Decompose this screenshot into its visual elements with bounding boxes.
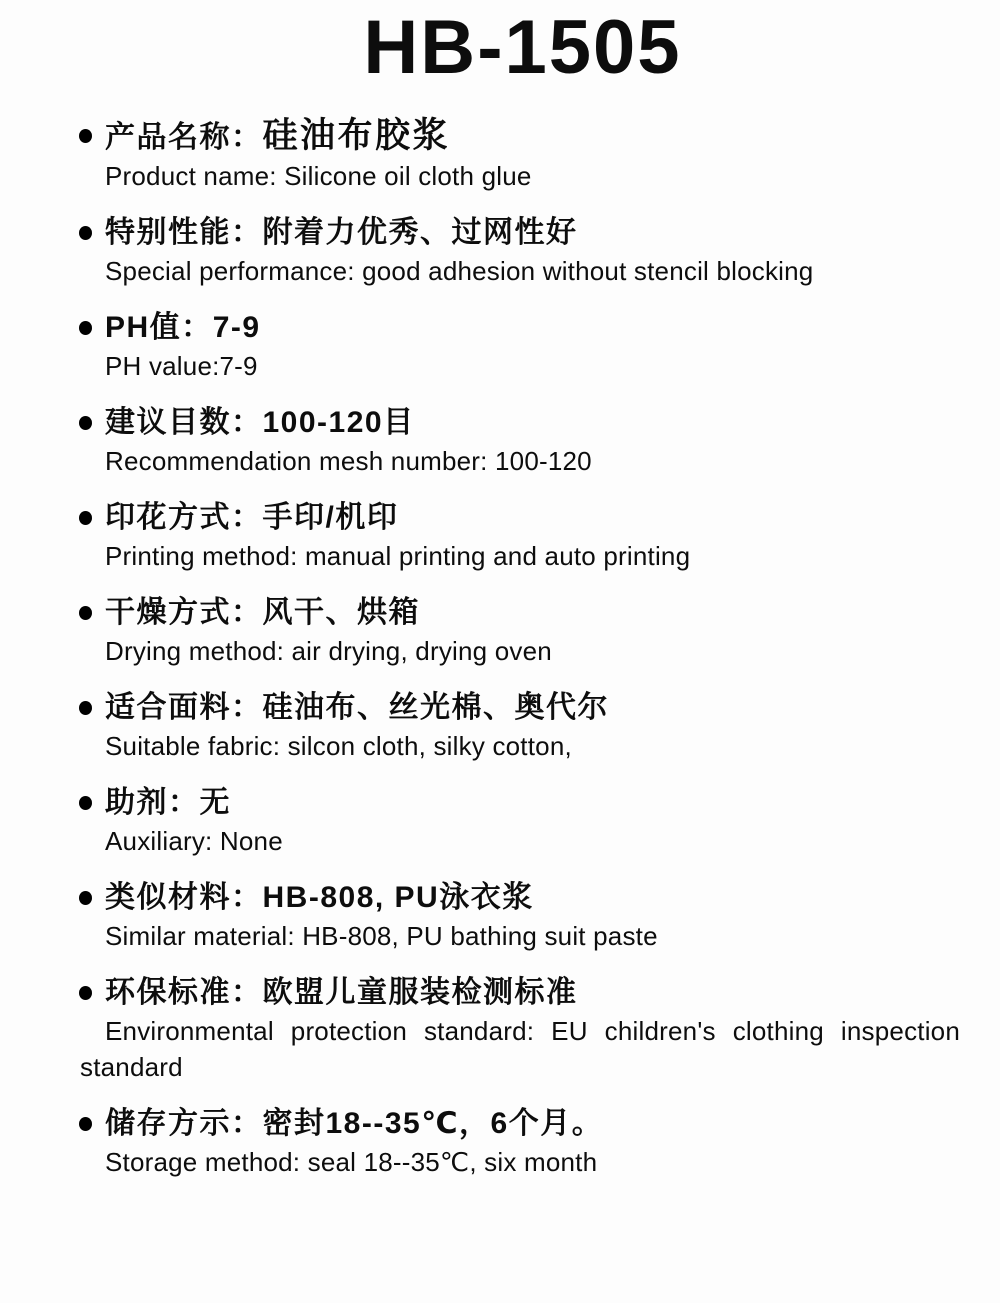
spec-item (0, 116, 1000, 194)
spec-item (0, 213, 1000, 289)
spec-label-zh: 类似材料： (105, 881, 263, 914)
bullet-icon (79, 511, 92, 525)
spec-line-english: Suitable fabric: silcon cloth, silky cotton, (105, 731, 572, 761)
spec-line-english: Similar material: HB-808, PU bathing suit paste (105, 921, 658, 951)
spec-line-chinese (105, 593, 960, 633)
spec-value-zh: 硅油布胶浆 (262, 116, 451, 155)
spec-item (0, 1104, 1000, 1180)
spec-line-english: Special performance: good adhesion without stencil blocking (105, 256, 814, 286)
spec-line-chinese (105, 688, 960, 728)
spec-item (0, 403, 1000, 479)
spec-line-english: Environmental protection standard: EU children's clothing inspection standard (80, 1016, 960, 1082)
spec-item (0, 688, 1000, 764)
spec-item (0, 783, 1000, 859)
spec-item (0, 973, 1000, 1085)
spec-list (0, 116, 1000, 1180)
bullet-icon (79, 1117, 92, 1131)
spec-label-zh: 建议目数： (105, 406, 263, 439)
bullet-icon (79, 701, 92, 715)
spec-line-chinese (105, 973, 960, 1013)
bullet-icon (79, 416, 92, 430)
spec-line-english: Auxiliary: None (105, 826, 283, 856)
spec-line-chinese (105, 308, 960, 348)
spec-label-zh: 储存方示： (105, 1107, 263, 1140)
spec-line-english: Recommendation mesh number: 100-120 (105, 446, 592, 476)
spec-line-chinese (105, 1104, 960, 1144)
spec-line-chinese (105, 783, 960, 823)
spec-line-chinese (105, 403, 960, 443)
spec-line-chinese (105, 213, 960, 253)
spec-value-zh: 密封18--35℃，6个月。 (262, 1107, 604, 1140)
bullet-icon (79, 226, 92, 240)
spec-label-zh: 印花方式： (105, 501, 263, 534)
spec-value-zh: 100-120目 (262, 406, 415, 439)
spec-value-zh: 无 (199, 786, 231, 819)
spec-value-zh: 硅油布、丝光棉、奥代尔 (262, 691, 609, 724)
spec-label-zh: 特别性能： (105, 216, 263, 249)
spec-line-english: Printing method: manual printing and auto printing (105, 541, 691, 571)
spec-line-chinese (105, 116, 960, 158)
bullet-icon (79, 606, 92, 620)
spec-value-zh: 手印/机印 (262, 501, 399, 534)
spec-label-zh: 助剂： (105, 786, 200, 819)
bullet-icon (79, 796, 92, 810)
spec-label-zh: 环保标准： (105, 976, 263, 1009)
bullet-icon (79, 129, 92, 143)
spec-line-english: Product name: Silicone oil cloth glue (105, 161, 532, 191)
page-title: HB-1505 (363, 5, 682, 90)
spec-item (0, 498, 1000, 574)
bullet-icon (79, 891, 92, 905)
spec-value-zh: HB-808, PU泳衣浆 (262, 881, 534, 914)
spec-value-zh: 附着力优秀、过网性好 (262, 216, 578, 249)
spec-line-english: PH value:7-9 (105, 351, 258, 381)
spec-line-english: Storage method: seal 18--35℃, six month (105, 1147, 598, 1177)
spec-label-zh: 适合面料： (105, 691, 263, 724)
spec-line-english: Drying method: air drying, drying oven (105, 636, 552, 666)
spec-line-chinese (105, 498, 960, 538)
spec-label-zh: PH值： (105, 311, 213, 344)
spec-line-chinese (105, 878, 960, 918)
spec-item (0, 308, 1000, 384)
spec-label-zh: 干燥方式： (105, 596, 263, 629)
bullet-icon (79, 321, 92, 335)
spec-value-zh: 风干、烘箱 (262, 596, 420, 629)
spec-label-zh: 产品名称： (105, 121, 263, 154)
spec-value-zh: 7-9 (212, 311, 261, 344)
spec-item (0, 878, 1000, 954)
bullet-icon (79, 986, 92, 1000)
spec-value-zh: 欧盟儿童服装检测标准 (262, 976, 578, 1009)
spec-item (0, 593, 1000, 669)
